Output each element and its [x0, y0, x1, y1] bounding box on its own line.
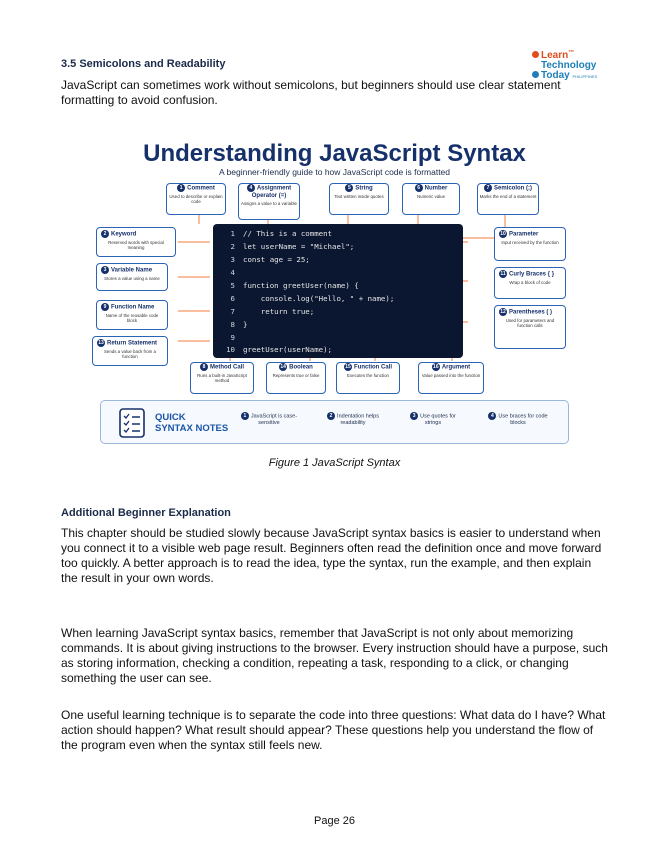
- quick-notes-title-line2: SYNTAX NOTES: [155, 423, 229, 434]
- card-return-statement: [92, 336, 168, 366]
- card-title: Assignment Operator (=): [251, 185, 292, 199]
- card-title: Argument: [441, 364, 471, 371]
- card-title: Variable Name: [111, 267, 153, 274]
- quick-note-item: [237, 412, 301, 427]
- card-number: 16: [433, 364, 439, 370]
- figure-title: Understanding JavaScript Syntax: [143, 140, 526, 167]
- line-number: 5: [230, 281, 235, 290]
- note-number: 4: [488, 412, 496, 420]
- note-number: 2: [327, 412, 335, 420]
- section-heading: 3.5 Semicolons and Readability: [61, 58, 226, 70]
- quick-note-item: [403, 412, 463, 427]
- code-line: // This is a comment: [243, 229, 332, 238]
- card-number: 13: [98, 340, 104, 346]
- card-desc: Sends a value back from a function: [104, 348, 156, 359]
- code-line: return true;: [243, 307, 315, 316]
- code-line: const age = 25;: [243, 255, 310, 264]
- logo-line1: Learn: [541, 50, 569, 61]
- logo-dot-icon: [532, 51, 539, 58]
- card-keyword: [96, 227, 176, 257]
- quick-note-item: [483, 412, 553, 427]
- paragraph-3: One useful learning technique is to separate the code into three questions: What data do I have? What action should happen? What result should appear? These questions help you understand the flow of the program even when the syntax still feels new.: [61, 708, 606, 752]
- line-number: 7: [230, 307, 235, 316]
- note-text: Indentation helps readability: [337, 413, 379, 427]
- card-title: Parentheses ( ): [509, 309, 553, 316]
- note-text: Use braces for code blocks: [498, 413, 548, 427]
- card-title: Function Name: [111, 304, 155, 311]
- code-line: console.log("Hello, " + name);: [243, 294, 395, 303]
- card-title: Curly Braces { }: [509, 271, 555, 278]
- intro-paragraph: JavaScript can sometimes work without semicolons, but beginners should use clear statement formatting to avoid confusion.: [61, 78, 561, 107]
- card-number: 11: [500, 271, 506, 277]
- card-desc: Stores a value using a name: [104, 275, 160, 281]
- card-desc: Marks the end of a statement: [479, 193, 537, 199]
- card-title: String: [355, 185, 373, 192]
- code-line: }: [243, 320, 248, 329]
- card-boolean: [266, 362, 326, 394]
- card-number: 12: [500, 309, 506, 315]
- paragraph-1: This chapter should be studied slowly because JavaScript syntax basics is easier to understand when you connect it to a visible web page result. Beginners often read the definition once and move forward too quickly. A better approach is to read the idea, type the syntax, run the example, and then explain the result in your own words.: [61, 526, 602, 585]
- code-line: let userName = "Michael";: [243, 242, 355, 251]
- card-desc: Used for parameters and function calls: [505, 317, 555, 328]
- card-desc: Assigns a value to a variable: [241, 200, 297, 206]
- card-title: Number: [424, 185, 448, 192]
- card-desc: Used to describe or explain code: [169, 193, 223, 204]
- line-number: 3: [230, 255, 235, 264]
- card-desc: Runs a built-in JavaScript method: [197, 372, 247, 383]
- note-number: 3: [410, 412, 418, 420]
- line-number: 8: [230, 320, 235, 329]
- syntax-figure: [100, 136, 569, 448]
- logo-subtext: PHILIPPINES: [572, 74, 598, 79]
- card-number-badge: 6: [415, 184, 423, 192]
- card-title: Semicolon (;): [493, 185, 532, 192]
- card-title: Method Call: [210, 364, 244, 371]
- figure-caption: Figure 1 JavaScript Syntax: [268, 457, 401, 469]
- card-number: 4: [247, 184, 255, 192]
- card-number: [402, 183, 460, 215]
- card-string: [329, 183, 389, 215]
- card-title: Boolean: [289, 364, 313, 371]
- card-comment: [166, 183, 226, 215]
- card-number: 3: [101, 266, 109, 274]
- card-title: Comment: [187, 185, 215, 192]
- quick-notes-title-line1: QUICK: [155, 412, 186, 423]
- paragraph-2: When learning JavaScript syntax basics, remember that JavaScript is not only about memorizing commands. It is about giving instructions to the browser. Every instruction should have a purpose, such as storing information, checking a condition, repeating a task, responding to a click, or changing something the user can see.: [61, 626, 608, 685]
- note-text: JavaScript is case-sensitive: [250, 413, 298, 427]
- card-desc: Reserved words with special meaning: [108, 239, 164, 250]
- page-number: Page 26: [314, 815, 355, 827]
- logo-line2: Technology: [541, 60, 597, 71]
- card-desc: Executes the function: [347, 372, 389, 378]
- card-number: 2: [101, 230, 109, 238]
- logo-dot-icon: [532, 71, 539, 78]
- card-argument: [418, 362, 484, 394]
- card-number: 7: [484, 184, 492, 192]
- quick-notes-title: [155, 412, 228, 434]
- line-number: 4: [230, 268, 235, 277]
- card-number: 1: [177, 184, 185, 192]
- card-curly-braces: [494, 267, 566, 299]
- card-title: Function Call: [354, 364, 392, 371]
- line-number: 9: [230, 333, 235, 342]
- line-number: 10: [226, 345, 235, 354]
- card-number: 9: [101, 303, 109, 311]
- line-number: 2: [230, 242, 235, 251]
- card-number: 5: [345, 184, 353, 192]
- logo-line3: Today: [541, 70, 570, 81]
- card-parameter: [494, 227, 566, 261]
- subheading: Additional Beginner Explanation: [61, 507, 231, 519]
- card-title: Return Statement: [107, 340, 158, 347]
- card-title: Parameter: [509, 231, 539, 238]
- logo-tm: ™: [568, 50, 575, 56]
- card-desc: Wrap a block of code: [509, 279, 551, 285]
- card-function-call: [336, 362, 400, 394]
- card-desc: Input received by the function: [501, 239, 559, 245]
- card-desc: Value passed into the function: [421, 372, 481, 378]
- card-semicolon: [477, 183, 539, 215]
- card-parentheses: [494, 305, 566, 349]
- quick-syntax-notes: [100, 400, 569, 444]
- code-line: greetUser(userName);: [243, 345, 332, 354]
- card-desc: Text written inside quotes: [334, 193, 384, 199]
- note-text: Use quotes for strings: [420, 413, 456, 427]
- card-method-call: [190, 362, 254, 394]
- card-desc: Name of the reusable code block: [105, 312, 159, 323]
- card-desc: Numeric value: [416, 193, 446, 199]
- card-function-name: [96, 300, 168, 330]
- card-number: 14: [280, 364, 286, 370]
- note-number: 1: [241, 412, 249, 420]
- code-block: [213, 224, 463, 358]
- code-line: function greetUser(name) {: [243, 281, 359, 290]
- card-title: Keyword: [111, 231, 137, 238]
- line-number: 6: [230, 294, 235, 303]
- logo: [532, 48, 622, 81]
- card-assignment-operator: [238, 183, 300, 220]
- line-number: 1: [230, 229, 235, 238]
- card-desc: Represents true or false: [272, 372, 320, 378]
- figure-subtitle: A beginner-friendly guide to how JavaScript code is formatted: [218, 167, 451, 177]
- quick-note-item: [317, 412, 389, 427]
- card-number: 10: [500, 231, 506, 237]
- card-number: 8: [200, 363, 208, 371]
- checklist-icon: [119, 408, 145, 438]
- card-variable-name: [96, 263, 168, 291]
- card-number: 15: [345, 364, 351, 370]
